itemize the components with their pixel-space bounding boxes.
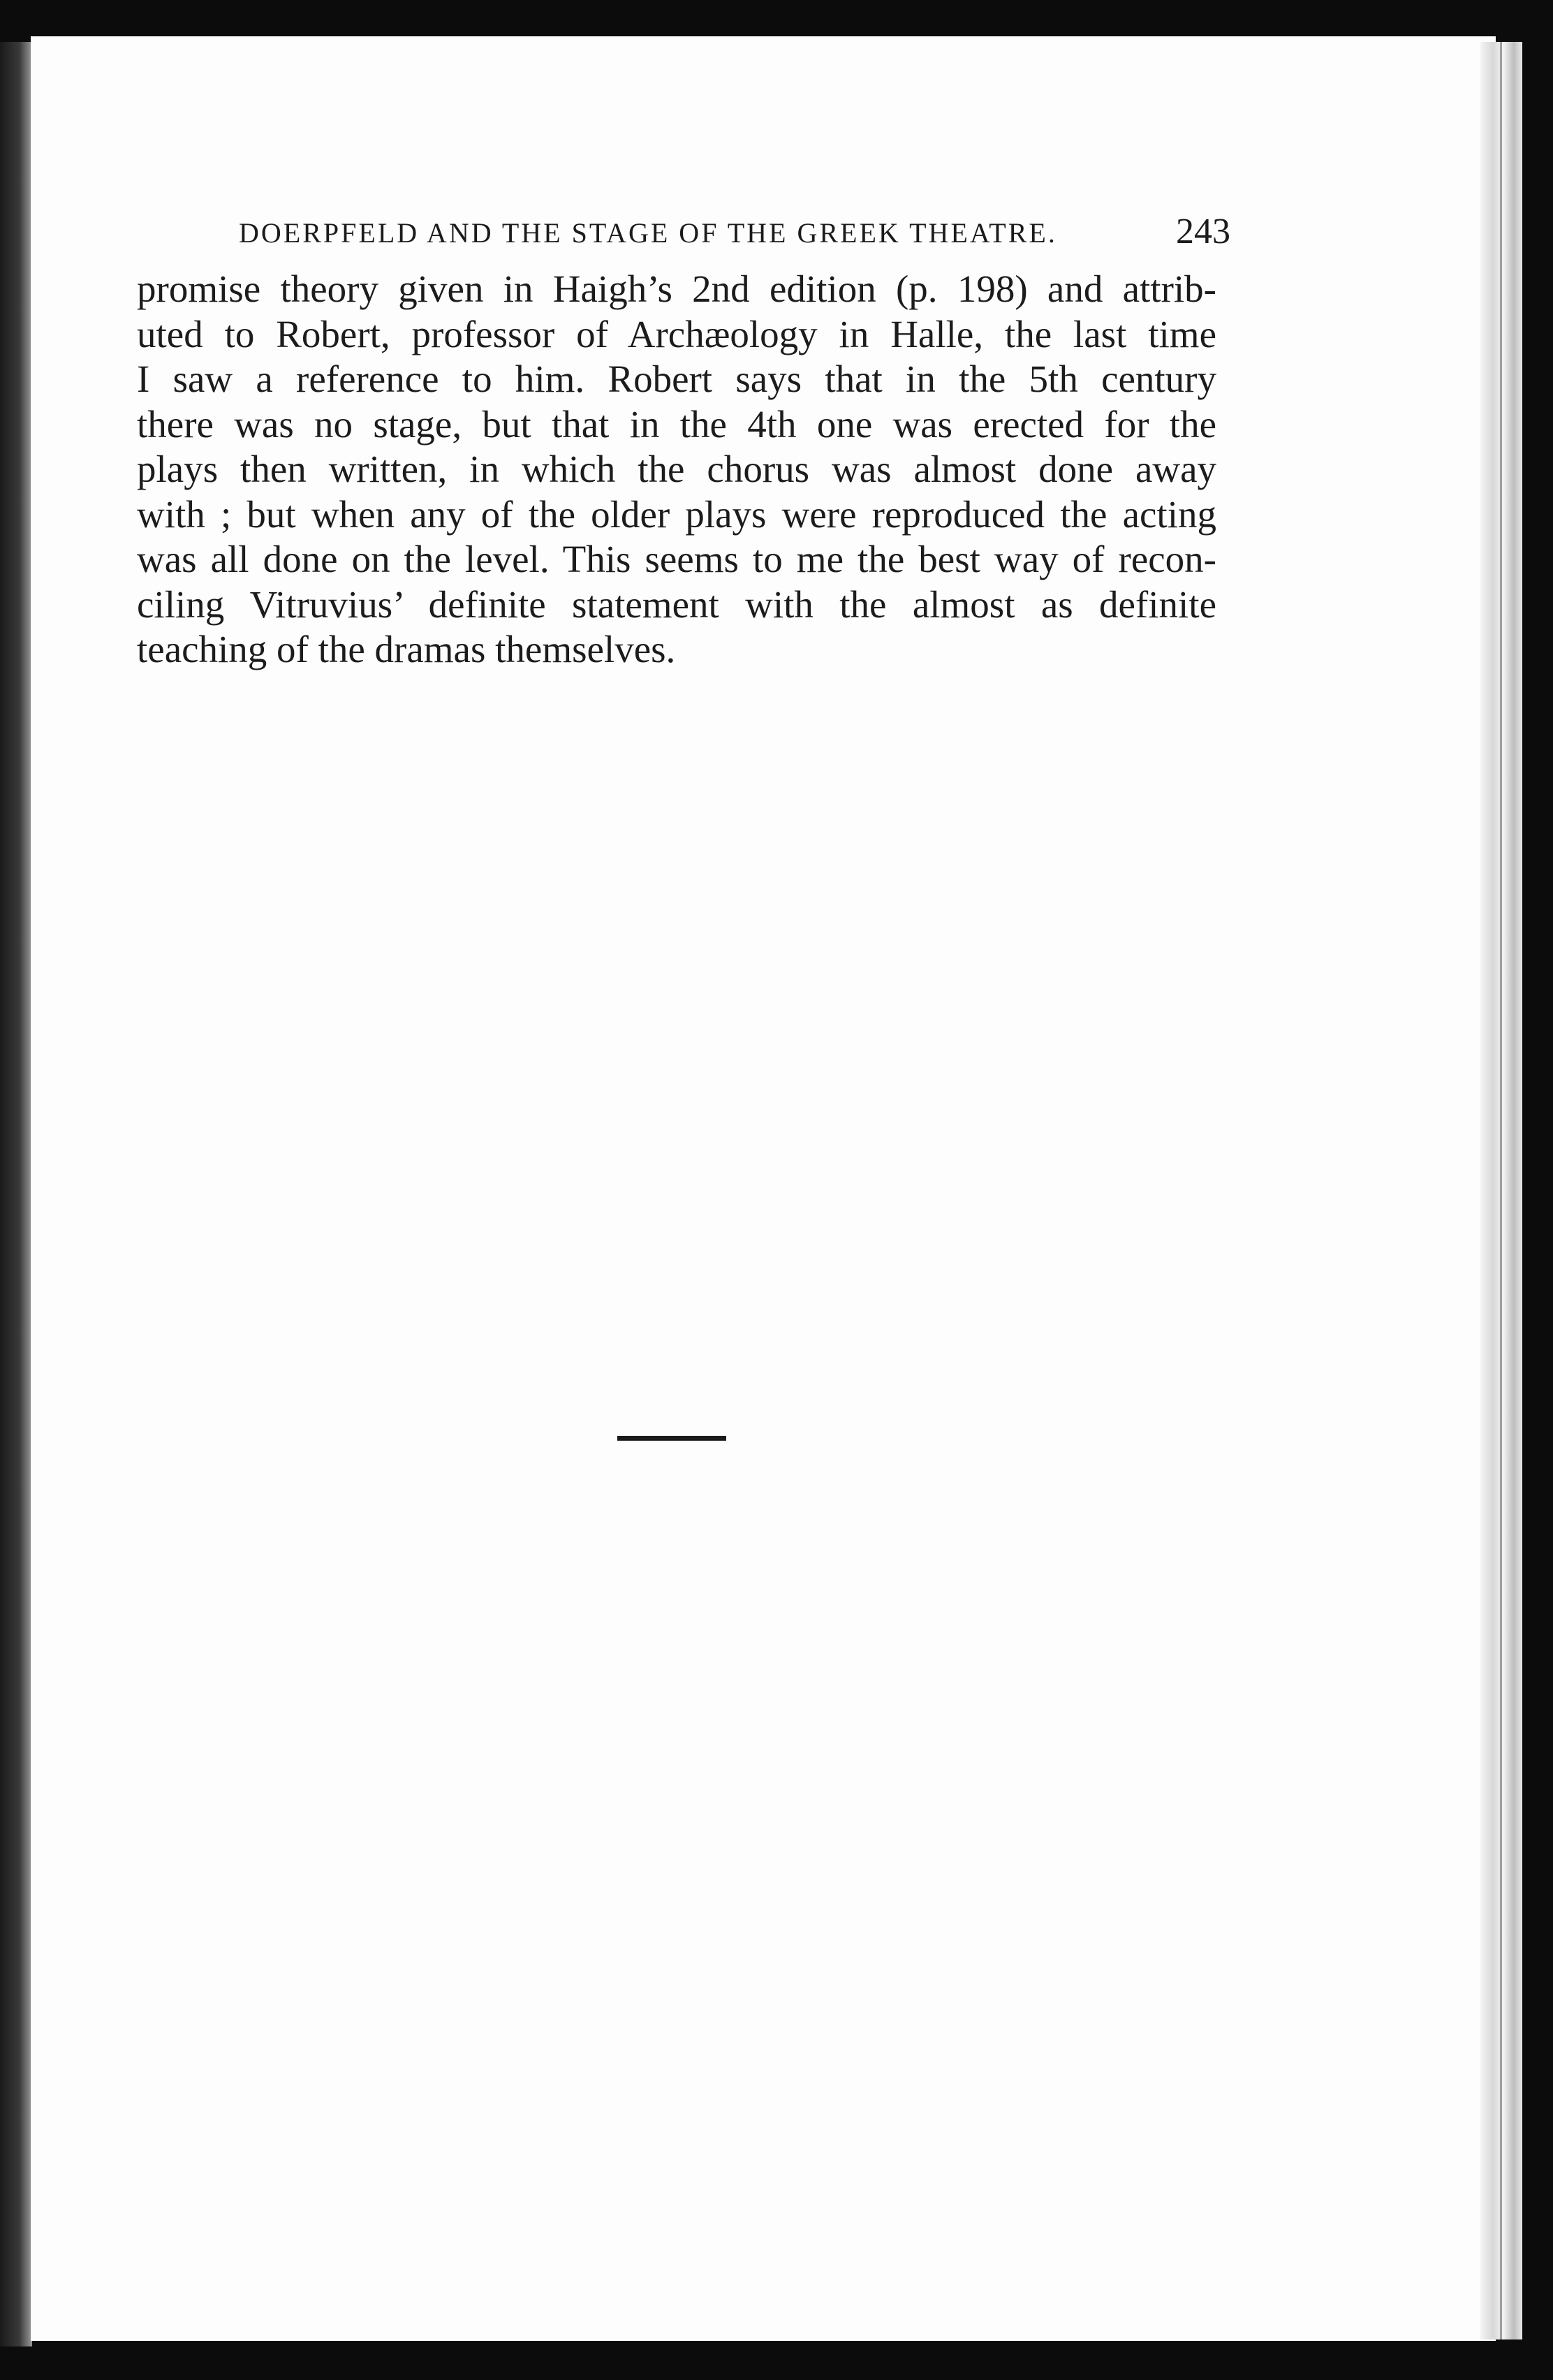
scan-background-edge [0,42,32,2346]
page-edge [1480,42,1522,2339]
page-number: 243 [1176,212,1230,251]
text-line: plays then written, in which the chorus was almost done away [137,448,1216,490]
text-line: ciling Vitruvius’ definite statement with the almost as definite [137,582,1216,626]
running-head [239,211,1230,253]
text-line: teaching of the dramas themselves. [137,628,676,670]
text-line: with ; but when any of the older plays were reproduced the acting [137,492,1216,536]
running-title: DOERPFELD AND THE STAGE OF THE GREEK THEATRE. [239,217,1057,249]
section-end-rule [617,1436,726,1441]
text-line: was all done on the level. This seems to me the best way of recon- [137,538,1216,580]
text-line: promise theory given in Haigh’s 2nd edition (p. 198) and attrib- [137,267,1216,310]
text-line: uted to Robert, professor of Archæology in Halle, the last time [137,312,1216,355]
text-line: there was no stage, but that in the 4th one was erected for the [137,402,1216,446]
body-paragraph [137,267,1216,673]
text-line: I saw a reference to him. Robert says that in the 5th century [137,358,1216,400]
